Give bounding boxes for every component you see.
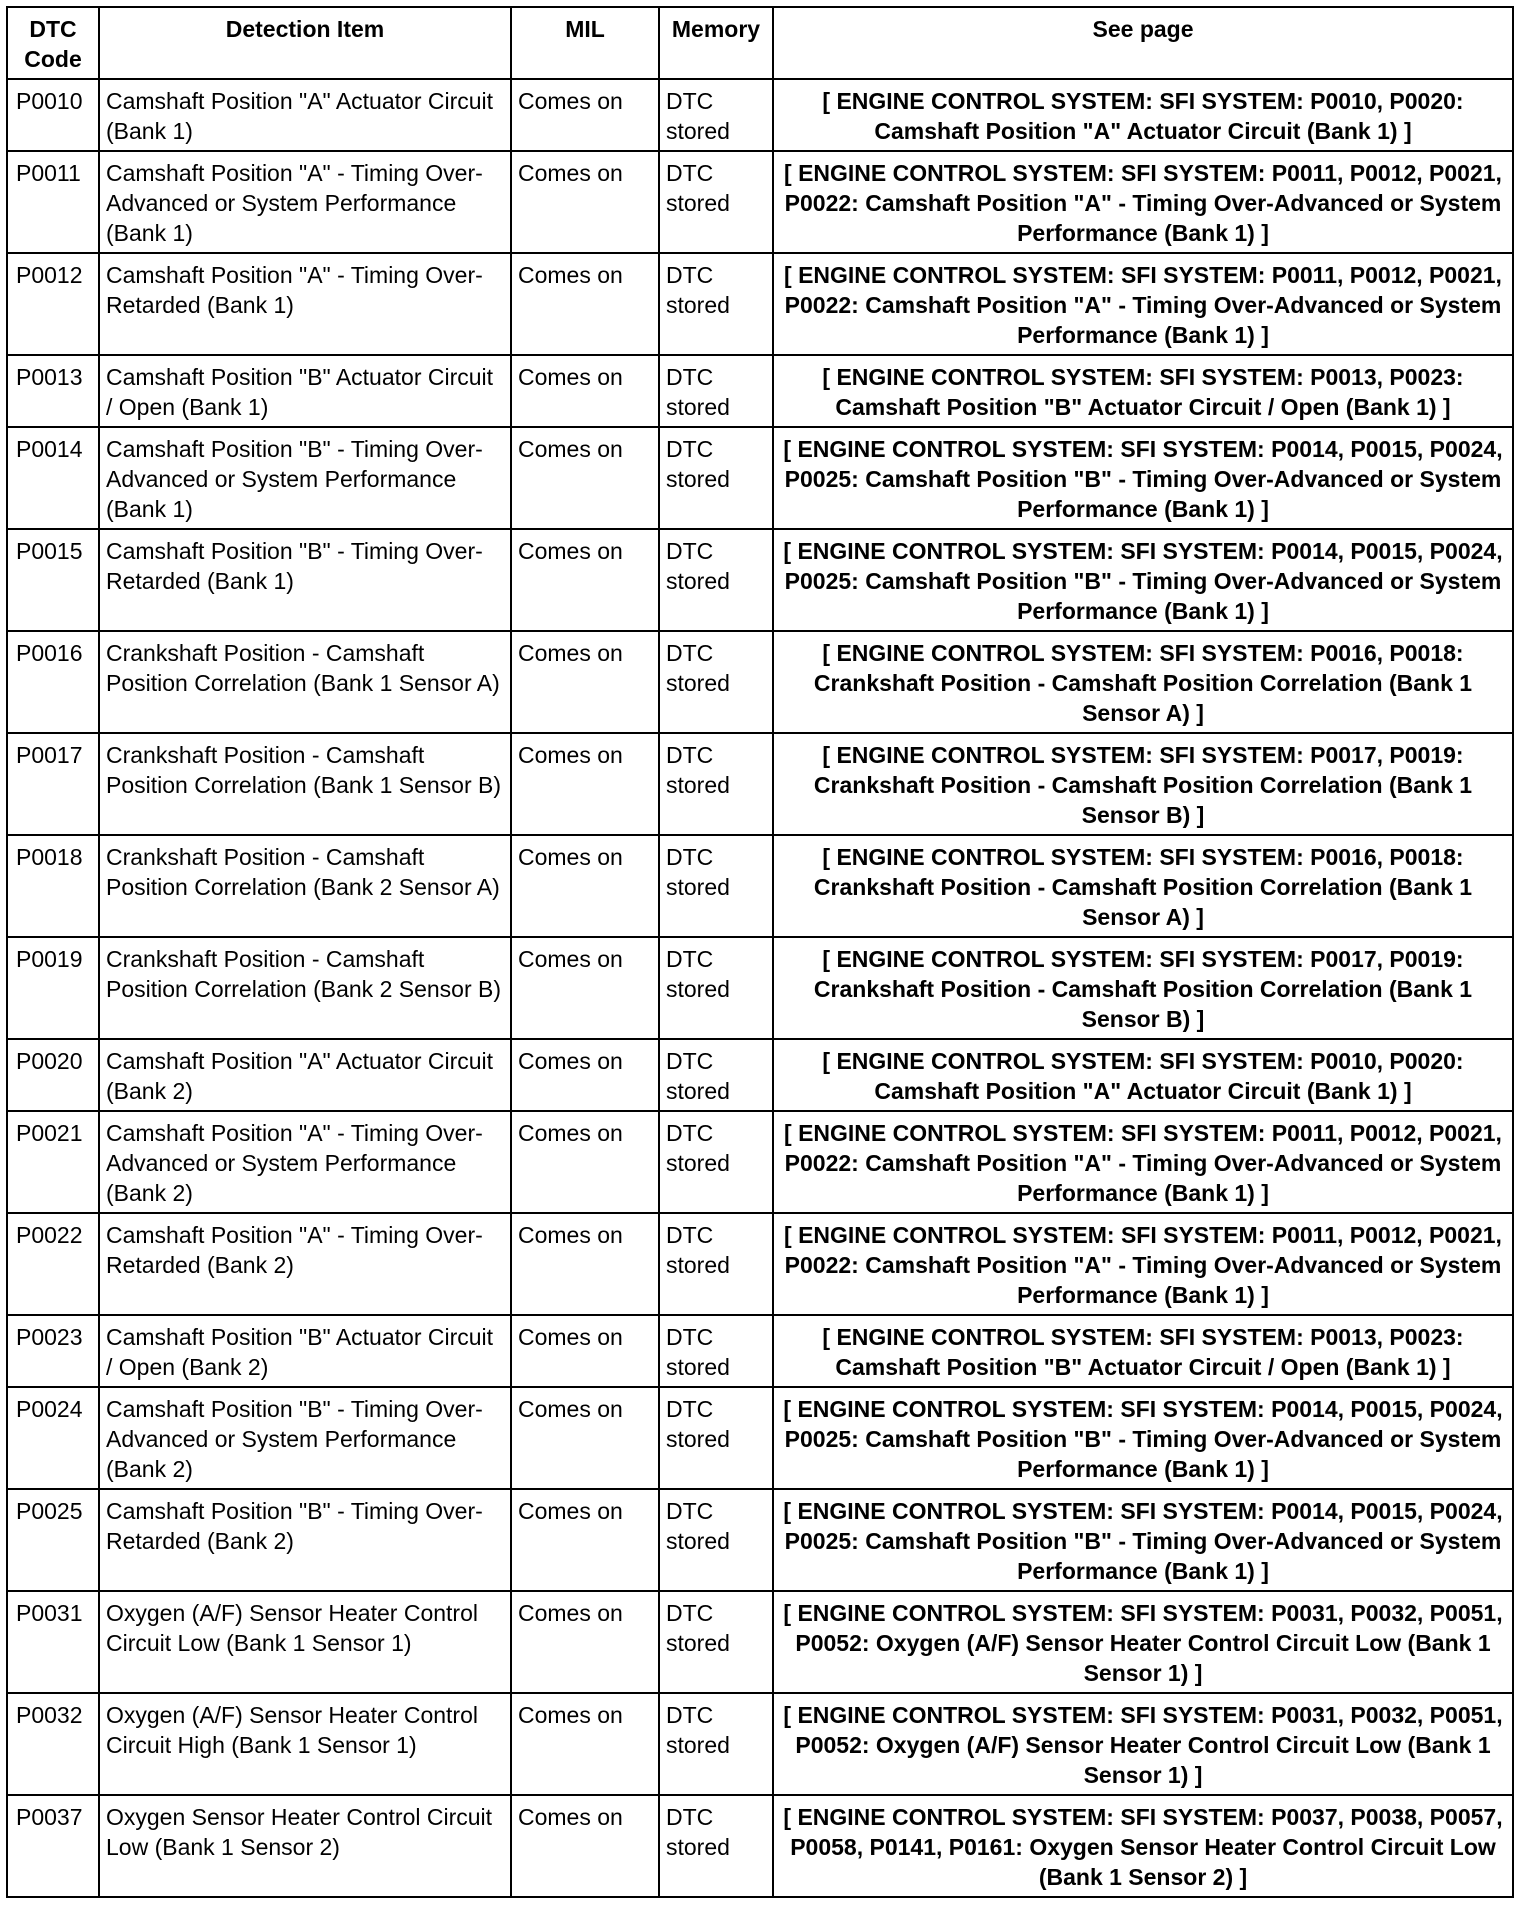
table-row (7, 733, 1513, 835)
memory-cell: DTC stored (659, 835, 773, 937)
dtc-code-cell: P0017 (7, 733, 99, 835)
detection-item-cell: Camshaft Position "A" Actuator Circuit (Bank 1) (99, 79, 511, 151)
memory-cell: DTC stored (659, 1039, 773, 1111)
mil-cell: Comes on (511, 1591, 659, 1693)
memory-cell: DTC stored (659, 79, 773, 151)
table-row (7, 355, 1513, 427)
table-row (7, 1489, 1513, 1591)
header-row (7, 7, 1513, 79)
memory-cell: DTC stored (659, 1315, 773, 1387)
mil-cell: Comes on (511, 79, 659, 151)
dtc-code-cell: P0032 (7, 1693, 99, 1795)
detection-item-cell: Camshaft Position "B" Actuator Circuit / Open (Bank 2) (99, 1315, 511, 1387)
detection-item-cell: Camshaft Position "A" - Timing Over-Retarded (Bank 2) (99, 1213, 511, 1315)
table-row (7, 79, 1513, 151)
mil-cell: Comes on (511, 427, 659, 529)
memory-cell: DTC stored (659, 253, 773, 355)
memory-cell: DTC stored (659, 1795, 773, 1897)
detection-item-cell: Camshaft Position "B" - Timing Over-Retarded (Bank 1) (99, 529, 511, 631)
memory-cell: DTC stored (659, 1591, 773, 1693)
see-page-link[interactable]: [ ENGINE CONTROL SYSTEM: SFI SYSTEM: P0014, P0015, P0024, P0025: Camshaft Position "B" - Timing Over-Advanced or System Performance (Bank 1) ] (773, 1387, 1513, 1489)
dtc-code-cell: P0024 (7, 1387, 99, 1489)
dtc-code-cell: P0019 (7, 937, 99, 1039)
dtc-code-cell: P0037 (7, 1795, 99, 1897)
mil-cell: Comes on (511, 1489, 659, 1591)
see-page-link[interactable]: [ ENGINE CONTROL SYSTEM: SFI SYSTEM: P0031, P0032, P0051, P0052: Oxygen (A/F) Sensor Heater Control Circuit Low (Bank 1 Sensor 1) ] (773, 1591, 1513, 1693)
mil-cell: Comes on (511, 151, 659, 253)
memory-cell: DTC stored (659, 1489, 773, 1591)
memory-cell: DTC stored (659, 1387, 773, 1489)
see-page-link[interactable]: [ ENGINE CONTROL SYSTEM: SFI SYSTEM: P0037, P0038, P0057, P0058, P0141, P0161: Oxygen Sensor Heater Control Circuit Low (Bank 1 Sensor 2) ] (773, 1795, 1513, 1897)
memory-cell: DTC stored (659, 529, 773, 631)
dtc-code-cell: P0014 (7, 427, 99, 529)
detection-item-cell: Camshaft Position "A" Actuator Circuit (Bank 2) (99, 1039, 511, 1111)
table-row (7, 631, 1513, 733)
dtc-code-cell: P0020 (7, 1039, 99, 1111)
see-page-link[interactable]: [ ENGINE CONTROL SYSTEM: SFI SYSTEM: P0014, P0015, P0024, P0025: Camshaft Position "B" - Timing Over-Advanced or System Performance (Bank 1) ] (773, 529, 1513, 631)
table-row (7, 1693, 1513, 1795)
detection-item-cell: Camshaft Position "B" - Timing Over-Retarded (Bank 2) (99, 1489, 511, 1591)
table-row (7, 1315, 1513, 1387)
see-page-link[interactable]: [ ENGINE CONTROL SYSTEM: SFI SYSTEM: P0014, P0015, P0024, P0025: Camshaft Position "B" - Timing Over-Advanced or System Performance (Bank 1) ] (773, 1489, 1513, 1591)
see-page-link[interactable]: [ ENGINE CONTROL SYSTEM: SFI SYSTEM: P0016, P0018: Crankshaft Position - Camshaft Position Correlation (Bank 1 Sensor A) ] (773, 631, 1513, 733)
mil-cell: Comes on (511, 1213, 659, 1315)
mil-cell: Comes on (511, 1111, 659, 1213)
dtc-code-cell: P0022 (7, 1213, 99, 1315)
memory-cell: DTC stored (659, 151, 773, 253)
detection-item-cell: Camshaft Position "B" - Timing Over-Advanced or System Performance (Bank 2) (99, 1387, 511, 1489)
memory-cell: DTC stored (659, 1111, 773, 1213)
table-row (7, 937, 1513, 1039)
table-row (7, 1591, 1513, 1693)
memory-cell: DTC stored (659, 1693, 773, 1795)
detection-item-cell: Oxygen Sensor Heater Control Circuit Low (Bank 1 Sensor 2) (99, 1795, 511, 1897)
table-row (7, 253, 1513, 355)
dtc-code-cell: P0023 (7, 1315, 99, 1387)
see-page-link[interactable]: [ ENGINE CONTROL SYSTEM: SFI SYSTEM: P0010, P0020: Camshaft Position "A" Actuator Circuit (Bank 1) ] (773, 1039, 1513, 1111)
header-mil: MIL (511, 7, 659, 79)
memory-cell: DTC stored (659, 937, 773, 1039)
dtc-table (6, 6, 1514, 1898)
see-page-link[interactable]: [ ENGINE CONTROL SYSTEM: SFI SYSTEM: P0017, P0019: Crankshaft Position - Camshaft Position Correlation (Bank 1 Sensor B) ] (773, 937, 1513, 1039)
detection-item-cell: Oxygen (A/F) Sensor Heater Control Circuit Low (Bank 1 Sensor 1) (99, 1591, 511, 1693)
see-page-link[interactable]: [ ENGINE CONTROL SYSTEM: SFI SYSTEM: P0013, P0023: Camshaft Position "B" Actuator Circuit / Open (Bank 1) ] (773, 355, 1513, 427)
mil-cell: Comes on (511, 1039, 659, 1111)
see-page-link[interactable]: [ ENGINE CONTROL SYSTEM: SFI SYSTEM: P0011, P0012, P0021, P0022: Camshaft Position "A" - Timing Over-Advanced or System Performance (Bank 1) ] (773, 1111, 1513, 1213)
table-row (7, 1795, 1513, 1897)
detection-item-cell: Crankshaft Position - Camshaft Position Correlation (Bank 2 Sensor B) (99, 937, 511, 1039)
detection-item-cell: Camshaft Position "B" Actuator Circuit / Open (Bank 1) (99, 355, 511, 427)
table-row (7, 151, 1513, 253)
dtc-code-cell: P0018 (7, 835, 99, 937)
memory-cell: DTC stored (659, 733, 773, 835)
mil-cell: Comes on (511, 1387, 659, 1489)
dtc-code-cell: P0016 (7, 631, 99, 733)
mil-cell: Comes on (511, 733, 659, 835)
memory-cell: DTC stored (659, 427, 773, 529)
dtc-code-cell: P0013 (7, 355, 99, 427)
memory-cell: DTC stored (659, 355, 773, 427)
detection-item-cell: Oxygen (A/F) Sensor Heater Control Circuit High (Bank 1 Sensor 1) (99, 1693, 511, 1795)
table-row (7, 1387, 1513, 1489)
dtc-code-cell: P0015 (7, 529, 99, 631)
see-page-link[interactable]: [ ENGINE CONTROL SYSTEM: SFI SYSTEM: P0016, P0018: Crankshaft Position - Camshaft Position Correlation (Bank 1 Sensor A) ] (773, 835, 1513, 937)
see-page-link[interactable]: [ ENGINE CONTROL SYSTEM: SFI SYSTEM: P0031, P0032, P0051, P0052: Oxygen (A/F) Sensor Heater Control Circuit Low (Bank 1 Sensor 1) ] (773, 1693, 1513, 1795)
mil-cell: Comes on (511, 1315, 659, 1387)
see-page-link[interactable]: [ ENGINE CONTROL SYSTEM: SFI SYSTEM: P0011, P0012, P0021, P0022: Camshaft Position "A" - Timing Over-Advanced or System Performance (Bank 1) ] (773, 151, 1513, 253)
see-page-link[interactable]: [ ENGINE CONTROL SYSTEM: SFI SYSTEM: P0017, P0019: Crankshaft Position - Camshaft Position Correlation (Bank 1 Sensor B) ] (773, 733, 1513, 835)
dtc-code-cell: P0031 (7, 1591, 99, 1693)
detection-item-cell: Camshaft Position "A" - Timing Over-Advanced or System Performance (Bank 1) (99, 151, 511, 253)
memory-cell: DTC stored (659, 631, 773, 733)
dtc-code-cell: P0021 (7, 1111, 99, 1213)
dtc-table-container (6, 6, 1512, 1898)
detection-item-cell: Camshaft Position "B" - Timing Over-Advanced or System Performance (Bank 1) (99, 427, 511, 529)
detection-item-cell: Camshaft Position "A" - Timing Over-Advanced or System Performance (Bank 2) (99, 1111, 511, 1213)
memory-cell: DTC stored (659, 1213, 773, 1315)
detection-item-cell: Camshaft Position "A" - Timing Over-Retarded (Bank 1) (99, 253, 511, 355)
table-row (7, 1111, 1513, 1213)
table-row (7, 1213, 1513, 1315)
mil-cell: Comes on (511, 355, 659, 427)
header-dtc-code: DTC Code (7, 7, 99, 79)
mil-cell: Comes on (511, 1693, 659, 1795)
table-row (7, 1039, 1513, 1111)
see-page-link[interactable]: [ ENGINE CONTROL SYSTEM: SFI SYSTEM: P0014, P0015, P0024, P0025: Camshaft Position "B" - Timing Over-Advanced or System Performance (Bank 1) ] (773, 427, 1513, 529)
mil-cell: Comes on (511, 253, 659, 355)
see-page-link[interactable]: [ ENGINE CONTROL SYSTEM: SFI SYSTEM: P0013, P0023: Camshaft Position "B" Actuator Circuit / Open (Bank 1) ] (773, 1315, 1513, 1387)
dtc-code-cell: P0010 (7, 79, 99, 151)
header-see-page: See page (773, 7, 1513, 79)
see-page-link[interactable]: [ ENGINE CONTROL SYSTEM: SFI SYSTEM: P0011, P0012, P0021, P0022: Camshaft Position "A" - Timing Over-Advanced or System Performance (Bank 1) ] (773, 253, 1513, 355)
mil-cell: Comes on (511, 529, 659, 631)
dtc-code-cell: P0025 (7, 1489, 99, 1591)
header-memory: Memory (659, 7, 773, 79)
table-row (7, 529, 1513, 631)
see-page-link[interactable]: [ ENGINE CONTROL SYSTEM: SFI SYSTEM: P0010, P0020: Camshaft Position "A" Actuator Circuit (Bank 1) ] (773, 79, 1513, 151)
see-page-link[interactable]: [ ENGINE CONTROL SYSTEM: SFI SYSTEM: P0011, P0012, P0021, P0022: Camshaft Position "A" - Timing Over-Advanced or System Performance (Bank 1) ] (773, 1213, 1513, 1315)
mil-cell: Comes on (511, 937, 659, 1039)
header-detection-item: Detection Item (99, 7, 511, 79)
mil-cell: Comes on (511, 835, 659, 937)
table-body (7, 79, 1513, 1897)
table-row (7, 427, 1513, 529)
dtc-code-cell: P0011 (7, 151, 99, 253)
detection-item-cell: Crankshaft Position - Camshaft Position Correlation (Bank 2 Sensor A) (99, 835, 511, 937)
detection-item-cell: Crankshaft Position - Camshaft Position Correlation (Bank 1 Sensor B) (99, 733, 511, 835)
table-row (7, 835, 1513, 937)
mil-cell: Comes on (511, 631, 659, 733)
dtc-code-cell: P0012 (7, 253, 99, 355)
mil-cell: Comes on (511, 1795, 659, 1897)
detection-item-cell: Crankshaft Position - Camshaft Position Correlation (Bank 1 Sensor A) (99, 631, 511, 733)
